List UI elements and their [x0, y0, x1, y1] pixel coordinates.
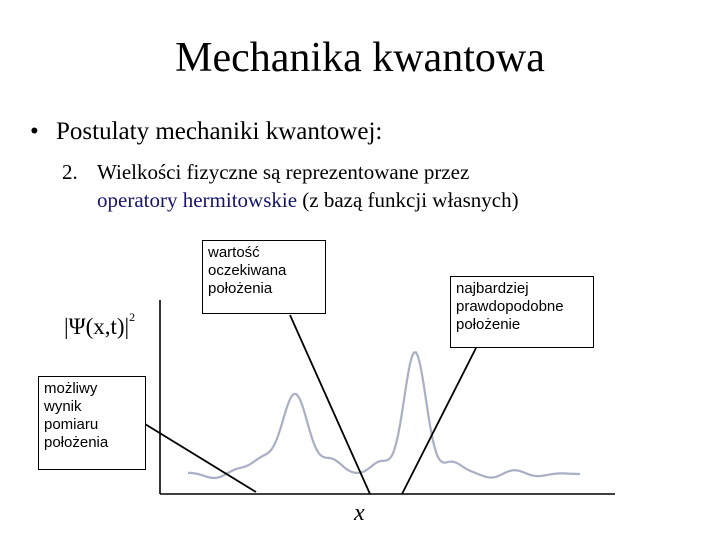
callout-line: położenia — [44, 434, 109, 451]
y-axis-label: $|\Psi(x,t)|^2$ — [64, 310, 136, 339]
callout-line: pomiaru — [44, 416, 99, 433]
callout-line: położenie — [456, 316, 521, 333]
possible-result-callout — [38, 376, 146, 470]
callout-line: najbardziej — [456, 280, 529, 297]
callout-line: wynik — [44, 398, 82, 415]
expected-value-callout — [202, 240, 326, 314]
slide-title: Mechanika kwantowa — [175, 35, 545, 81]
most-probable-pointer — [402, 348, 476, 494]
callout-line: wartość — [208, 244, 260, 261]
bullet-text: Postulaty mechaniki kwantowej: — [56, 118, 383, 145]
probability-density-curve — [188, 352, 580, 478]
most-probable-callout — [450, 276, 594, 348]
bullet-marker: • — [30, 118, 39, 145]
x-axis-label: x — [354, 500, 365, 526]
postulate-number: 2. — [62, 160, 78, 184]
postulate-line-1: Wielkości fizyczne są reprezentowane przez — [97, 160, 470, 184]
possible-result-pointer — [145, 424, 256, 492]
callout-line: położenia — [208, 280, 273, 297]
callout-line: prawdopodobne — [456, 298, 564, 315]
y-axis-exponent: 2 — [129, 310, 136, 325]
hermitian-operators-text: operatory hermitowskie — [97, 188, 298, 212]
callout-line: możliwy — [44, 380, 98, 397]
callout-line: oczekiwana — [208, 262, 287, 279]
postulate-line-2-rest: (z bazą funkcji własnych) — [297, 188, 519, 212]
